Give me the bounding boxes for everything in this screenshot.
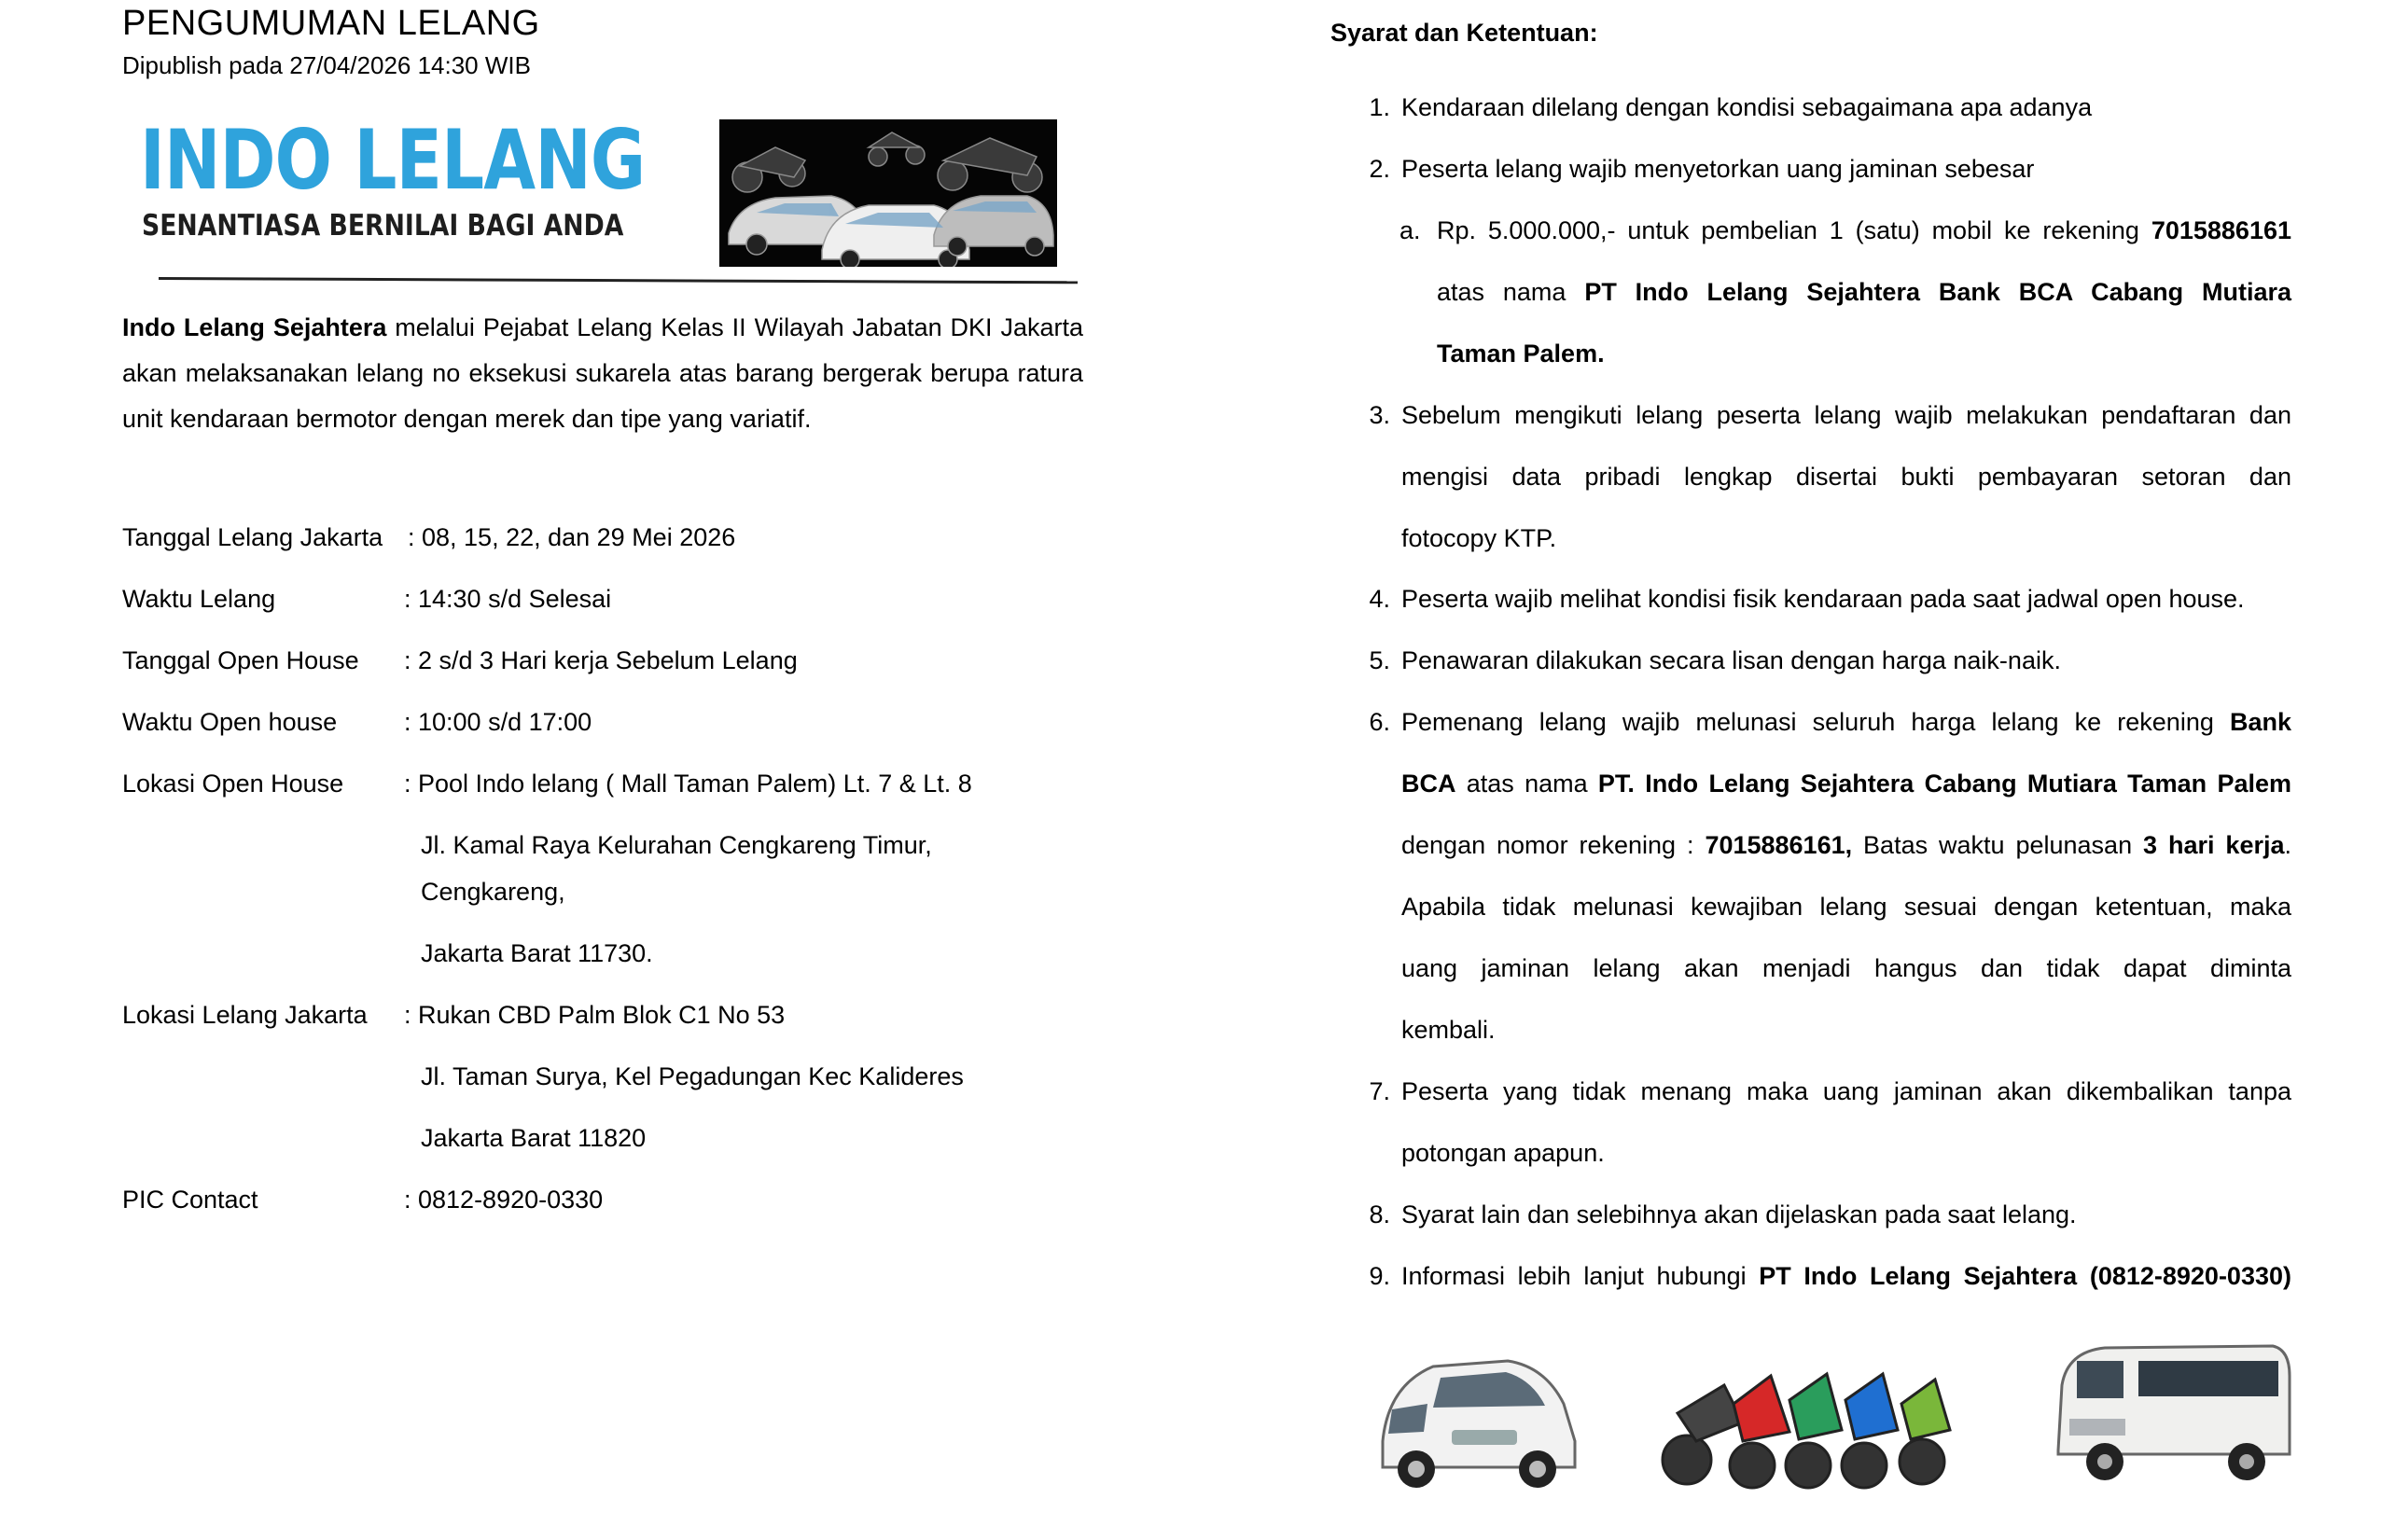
term-2a-line2 bbox=[1437, 275, 2291, 309]
open-house-time-label: Waktu Open house bbox=[122, 708, 338, 736]
account-holder-name: PT. Indo Lelang Sejahtera Cabang Mutiara Taman Palem bbox=[1597, 770, 2291, 798]
term-9-text: Informasi lebih lanjut hubungi bbox=[1401, 1262, 1760, 1290]
term-6-text: Pemenang lelang wajib melunasi seluruh harga lelang ke rekening bbox=[1401, 708, 2230, 736]
term-number: 9. bbox=[1369, 1262, 1390, 1290]
auction-date-value: : 08, 15, 22, dan 29 Mei 2026 bbox=[408, 523, 736, 551]
term-sub-number: a. bbox=[1399, 216, 1421, 244]
account-branch: Taman Palem. bbox=[1437, 340, 1605, 368]
term-number: 6. bbox=[1369, 708, 1390, 736]
term-4: Peserta wajib melihat kondisi fisik kendaraan pada saat jadwal open house. bbox=[1401, 585, 2245, 613]
auction-date-label: Tanggal Lelang Jakarta bbox=[122, 523, 383, 551]
term-2a-line3 bbox=[1437, 337, 2291, 370]
header-divider bbox=[159, 277, 1078, 284]
bank-account-number: 7015886161 bbox=[2151, 216, 2291, 244]
term-6-line1 bbox=[1401, 705, 2291, 739]
term-3-line2: mengisi data pribadi lengkap disertai bukti pembayaran setoran dan bbox=[1401, 463, 2291, 491]
open-house-location-line1: : Pool Indo lelang ( Mall Taman Palem) Lt. 7 & Lt. 8 bbox=[404, 770, 972, 798]
term-2: Peserta lelang wajib menyetorkan uang jaminan sebesar bbox=[1401, 155, 2035, 183]
open-house-time-value: : 10:00 s/d 17:00 bbox=[404, 708, 592, 736]
open-house-location-line3: Cengkareng, bbox=[421, 878, 565, 906]
term-3-line1: Sebelum mengikuti lelang peserta lelang wajib melakukan pendaftaran dan bbox=[1401, 401, 2291, 429]
intro-text: melalui Pejabat Lelang Kelas II Wilayah Jabatan DKI Jakarta akan melaksanakan lelang no eksekusi sukarela atas barang bergerak berupa ratura unit kendaraan bermotor dengan merek dan tipe yang variatif. bbox=[122, 313, 1084, 433]
open-house-date-value: : 2 s/d 3 Hari kerja Sebelum Lelang bbox=[404, 646, 798, 674]
term-3-line3: fotocopy KTP. bbox=[1401, 524, 1557, 552]
open-house-location-line4: Jakarta Barat 11730. bbox=[421, 939, 653, 967]
bank-account-number: 7015886161, bbox=[1705, 831, 1853, 859]
term-number: 1. bbox=[1369, 93, 1390, 121]
term-number: 3. bbox=[1369, 401, 1390, 429]
open-house-location-label: Lokasi Open House bbox=[122, 770, 344, 798]
term-number: 5. bbox=[1369, 646, 1390, 674]
term-2a-text: atas nama bbox=[1437, 278, 1585, 306]
term-6-text: dengan nomor rekening : bbox=[1401, 831, 1706, 859]
term-number: 7. bbox=[1369, 1077, 1390, 1105]
term-6-line4: Apabila tidak melunasi kewajiban lelang sesuai dengan ketentuan, maka bbox=[1401, 893, 2291, 921]
term-6-text: atas nama bbox=[1455, 770, 1598, 798]
term-6-text: Batas waktu pelunasan bbox=[1852, 831, 2144, 859]
term-9 bbox=[1401, 1259, 2291, 1293]
minivan-image bbox=[1368, 1329, 1584, 1497]
bank-name: Bank bbox=[2229, 708, 2291, 736]
intro-paragraph bbox=[122, 305, 1083, 442]
term-number: 4. bbox=[1369, 585, 1390, 613]
term-6-line5: uang jaminan lelang akan menjadi hangus dan tidak dapat diminta bbox=[1401, 954, 2291, 982]
auction-time-label: Waktu Lelang bbox=[122, 585, 276, 613]
auction-time-value: : 14:30 s/d Selesai bbox=[404, 585, 612, 613]
auction-location-line1: : Rukan CBD Palm Blok C1 No 53 bbox=[404, 1001, 786, 1029]
vehicles-banner-image bbox=[719, 119, 1057, 267]
term-2a-line1 bbox=[1437, 214, 2291, 247]
terms-title: Syarat dan Ketentuan: bbox=[1330, 19, 1598, 47]
logo-tagline: SENANTIASA BERNILAI BAGI ANDA bbox=[142, 209, 624, 243]
term-1: Kendaraan dilelang dengan kondisi sebagaimana apa adanya bbox=[1401, 93, 2093, 121]
auction-location-line2: Jl. Taman Surya, Kel Pegadungan Kec Kalideres bbox=[421, 1062, 964, 1090]
minibus-image bbox=[2049, 1329, 2293, 1497]
term-6-line2 bbox=[1401, 767, 2291, 800]
logo-wordmark: INDO LELANG bbox=[140, 112, 646, 208]
publish-date: Dipublish pada 27/04/2026 14:30 WIB bbox=[122, 51, 531, 79]
term-7-line2: potongan apapun. bbox=[1401, 1139, 1605, 1167]
company-name: Indo Lelang Sejahtera bbox=[122, 313, 387, 341]
motorcycles-image bbox=[1659, 1329, 1957, 1497]
term-6-text: . bbox=[2284, 831, 2291, 859]
account-holder-name: PT Indo Lelang Sejahtera Bank BCA Cabang Mutiara bbox=[1584, 278, 2291, 306]
term-number: 2. bbox=[1369, 155, 1390, 183]
term-8: Syarat lain dan selebihnya akan dijelaskan pada saat lelang. bbox=[1401, 1200, 2077, 1228]
auction-location-label: Lokasi Lelang Jakarta bbox=[122, 1001, 368, 1029]
term-5: Penawaran dilakukan secara lisan dengan harga naik-naik. bbox=[1401, 646, 2061, 674]
page-title: PENGUMUMAN LELANG bbox=[122, 4, 540, 43]
pic-contact-value: : 0812-8920-0330 bbox=[404, 1186, 604, 1214]
auction-location-line3: Jakarta Barat 11820 bbox=[421, 1124, 647, 1152]
term-6-line3 bbox=[1401, 828, 2291, 862]
open-house-date-label: Tanggal Open House bbox=[122, 646, 359, 674]
payment-deadline: 3 hari kerja bbox=[2143, 831, 2285, 859]
term-number: 8. bbox=[1369, 1200, 1390, 1228]
contact-info: PT Indo Lelang Sejahtera (0812-8920-0330) bbox=[1759, 1262, 2291, 1290]
term-2a-text: Rp. 5.000.000,- untuk pembelian 1 (satu) mobil ke rekening bbox=[1437, 216, 2151, 244]
pic-contact-label: PIC Contact bbox=[122, 1186, 258, 1214]
open-house-location-line2: Jl. Kamal Raya Kelurahan Cengkareng Timur, bbox=[421, 831, 932, 859]
bank-name: BCA bbox=[1401, 770, 1456, 798]
term-6-line6: kembali. bbox=[1401, 1016, 1496, 1044]
term-7-line1: Peserta yang tidak menang maka uang jaminan akan dikembalikan tanpa bbox=[1401, 1077, 2291, 1105]
